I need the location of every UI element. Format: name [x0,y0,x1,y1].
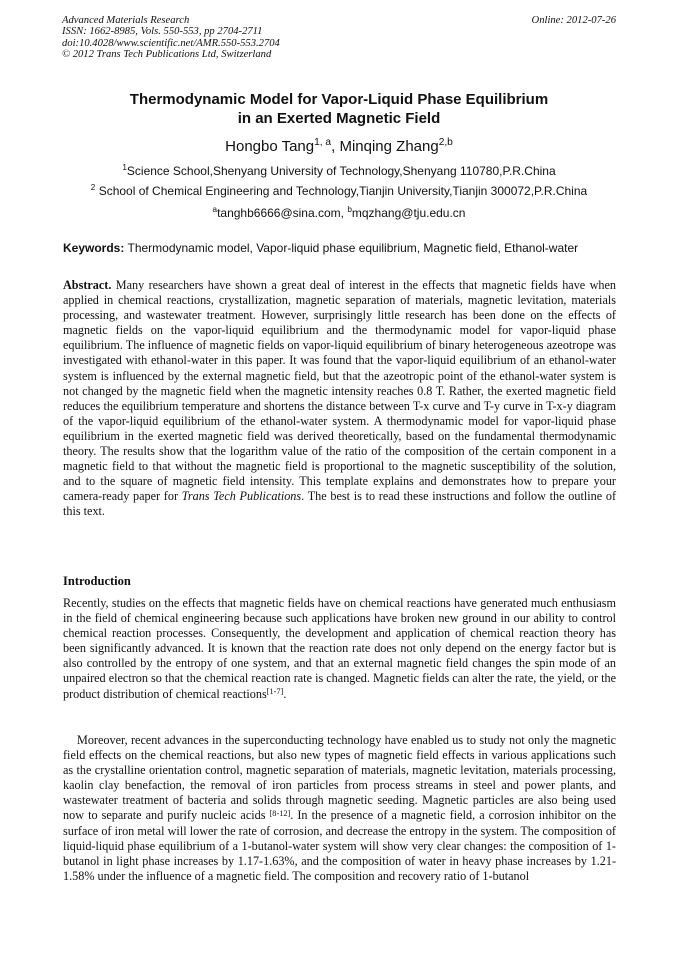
citation-8-12: [8-12] [269,808,291,818]
doi-line: doi:10.4028/www.scientific.net/AMR.550-553.2704 [62,37,280,49]
journal-header [62,15,616,60]
keywords-label: Keywords: [63,241,125,255]
abstract-label: Abstract. [63,278,112,292]
intro-paragraph-2 [63,733,616,884]
author-list [62,138,616,156]
section-heading-introduction: Introduction [63,574,131,588]
intro-p1-text: Recently, studies on the effects that magnetic fields have on chemical reactions have generated much enthusiasm in the field of chemical engineering because such applications have broken new ground in our ability to control chemical reaction processes. Consequently, the development and application of chemical reaction theory has been significantly advanced. It is known that the reaction rate does not only depend on the energy factor but is also controlled by the entropy of one system, and that an external magnetic field changes the spin mode of an unpaired electron so that the chemical reaction rate is changed. Magnetic fields can alter the rate, the yield, or the product distribution of chemical reactions [63,596,616,701]
author-1-name: Hongbo Tang [225,138,315,155]
intro-p2-text-b: . In the presence of a magnetic field, a corrosion inhibitor on the surface of iron metal will lower the rate of corrosion, and decrease the entropy in the system. The composition of liquid-liquid phase equilibrium of a 1-butanol-water system will show very clear changes: the composition of 1-butanol in light phase increases by 1.17-1.63%, and the composition of water in heavy phase increases by 1.21-1.58% under the influence of a magnetic field. The composition and recovery ratio of 1-butanol [63,808,616,883]
email-b[interactable]: mqzhang@tju.edu.cn [351,206,466,220]
title-line-2: in an Exerted Magnetic Field [237,110,441,127]
author-separator: , [331,138,336,155]
aff1-sup: 1 [122,163,127,173]
author-emails [62,206,616,220]
issn-line: ISSN: 1662-8985, Vols. 550-553, pp 2704-2711 [62,26,263,38]
intro-paragraph-1 [63,596,616,702]
author-2-sup: 2,b [438,137,453,149]
email-a-sup: a [212,205,218,215]
abstract-end: . The best is to read these instructions and follow the outline of this text. [63,489,616,519]
keywords [63,241,619,255]
aff1-text: Science School,Shenyang University of Technology,Shenyang 110780,P.R.China [126,164,556,178]
title-line-1: Thermodynamic Model for Vapor-Liquid Phase Equilibrium [129,91,549,108]
aff2-sup: 2 [90,183,96,193]
email-a[interactable]: tanghb6666@sina.com, [217,206,344,220]
abstract-text: Many researchers have shown a great deal of interest in the effects that magnetic fields have when applied in chemical reactions, crystallization, magnetic separation of materials, magnetic levitation, materials processing, and wastewater treatment. However, surprisingly little research has been done on the effects of magnetic fields on the vapor-liquid equilibrium and the thermodynamic model for vapor-liquid phase equilibrium. The influence of magnetic fields on vapor-liquid equilibrium of binary heterogeneous azeotrope was investigated with ethanol-water in this paper. It was found that the vapor-liquid equilibrium of an ethanol-water system is influenced by the external magnetic field, but that the azeotropic point of the ethanol-water system is not changed by the magnetic field when the magnetic intensity reaches 0.8 T. Rather, the exerted magnetic field reduces the equilibrium temperature and shortens the distance between T-x curve and T-y curve in T-x-y diagram of the vapor-liquid equilibrium of the ethanol-water system. A thermodynamic model for vapor-liquid phase equilibrium in the exerted magnetic field was derived theoretically, based on the fundamental thermodynamic theory. The results show that the logarithm value of the ratio of the composition of the certain component in a magnetic field to that without the magnetic field is proportional to the magnetic susceptibility of the solution, and to the square of magnetic field intensity. This template explains and demonstrates how to prepare your camera-ready paper for [63,278,616,504]
author-2-name: Minqing Zhang [339,138,439,155]
abstract [63,278,616,520]
copyright-line: © 2012 Trans Tech Publications Ltd, Switzerland [62,48,272,60]
aff2-text: School of Chemical Engineering and Technology,Tianjin University,Tianjin 300072,P.R.China [98,184,588,198]
abstract-italic: Trans Tech Publications [181,489,302,504]
email-b-sup: b [347,205,352,215]
author-1-sup: 1, a [314,137,332,149]
affiliation-1 [62,164,616,178]
keywords-text: Thermodynamic model, Vapor-liquid phase equilibrium, Magnetic field, Ethanol-water [127,241,579,255]
online-date: Online: 2012-07-26 [531,15,616,26]
paper-title [62,90,616,128]
intro-p2-text-a: Moreover, recent advances in the superconducting technology have enabled us to study not only the magnetic field effects on the chemical reactions, but also new types of magnetic field effects in various applications such as the crystalline orientation control, magnetic separation of materials, magnetic levitation, materials processing, kaolin clay benefaction, the removal of iron particles from process streams in steel and power plants, and wastewater treatment of bacteria and solids through magnetic seeding. Magnetic particles are also being used now to separate and purify nucleic acids [63,733,616,823]
affiliation-2 [62,184,616,198]
intro-p1-end: . [283,686,287,701]
citation-1-7: [1-7] [266,686,284,696]
journal-name: Advanced Materials Research [62,15,190,26]
